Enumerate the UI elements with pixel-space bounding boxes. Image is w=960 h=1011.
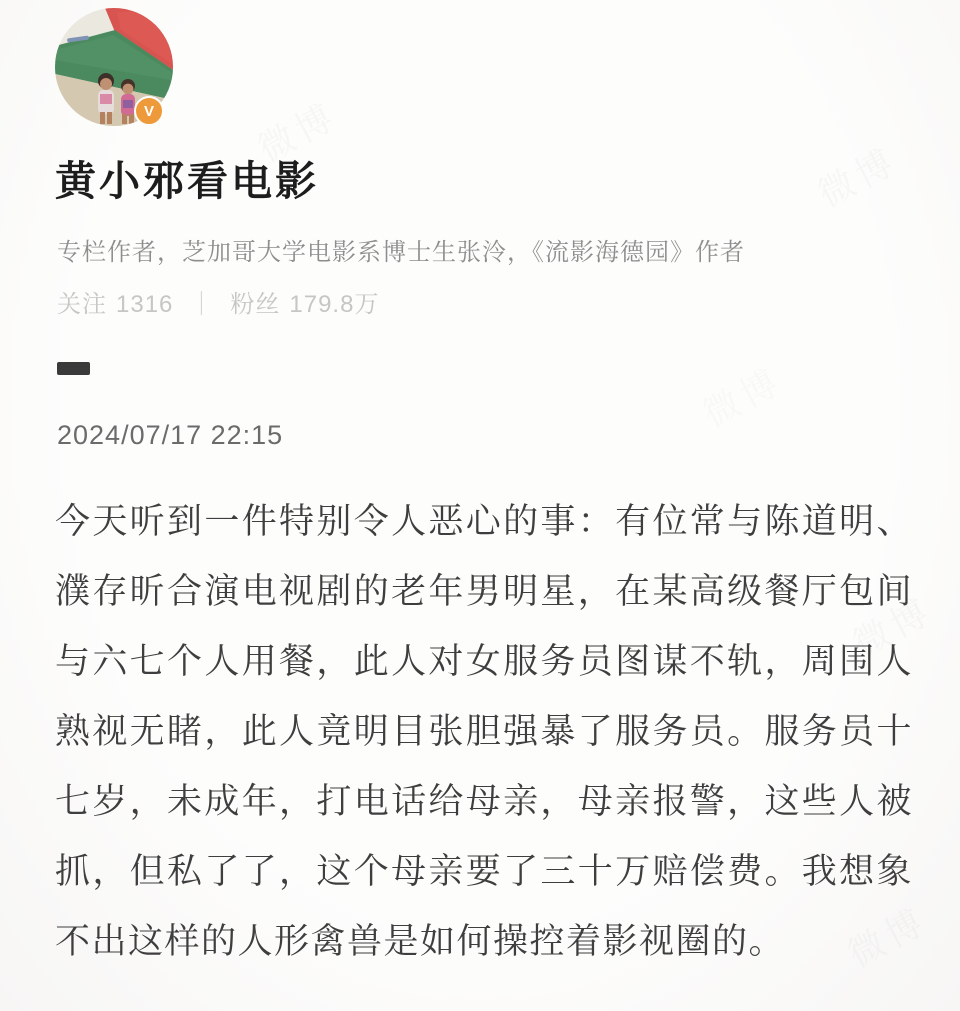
verified-badge-icon[interactable]: V: [134, 96, 164, 126]
post-text: 今天听到一件特别令人恶心的事：有位常与陈道明、濮存昕合演电视剧的老年男明星，在某高级餐厅包间与六七个人用餐，此人对女服务员图谋不轨，周围人熟视无睹，此人竟明目张胆强暴了服务员。服务员十七岁，未成年，打电话给母亲，母亲报警，这些人被抓，但私了了，这个母亲要了三十万赔偿费。我想象不出这样的人形禽兽是如何操控着影视圈的。: [55, 502, 913, 961]
watermark: 微博: [841, 899, 935, 976]
post-timestamp: 2024/07/17 22:15: [57, 420, 284, 450]
watermark: 微博: [251, 94, 345, 171]
profile-bio: 专栏作者，芝加哥大学电影系博士生张泠，《流影海德园》作者: [57, 239, 745, 266]
watermark: [693, 353, 791, 437]
username[interactable]: 黄小邪看电影: [55, 158, 319, 204]
follow-stats[interactable]: [57, 284, 379, 319]
collapse-dash: [57, 362, 90, 375]
watermark: 微博: [846, 589, 940, 666]
followers-count[interactable]: 179.8万: [289, 291, 380, 318]
following-label[interactable]: 关注: [57, 291, 107, 318]
stats-separator: ｜: [189, 291, 215, 318]
followers-label[interactable]: 粉丝: [230, 291, 281, 318]
following-count[interactable]: 1316: [116, 291, 174, 318]
watermark: 微博: [811, 139, 905, 216]
